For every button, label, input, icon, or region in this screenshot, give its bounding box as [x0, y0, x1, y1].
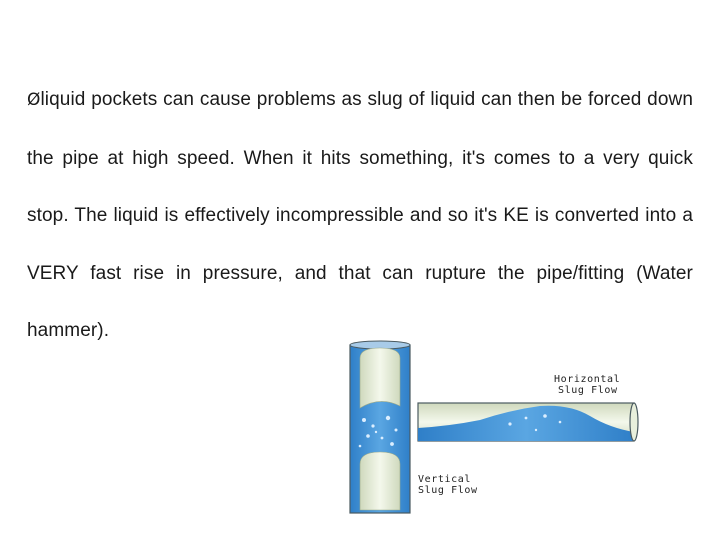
- horizontal-pipe-end: [630, 403, 638, 441]
- gas-bubble-lower: [360, 452, 400, 510]
- vertical-pipe: [350, 341, 410, 513]
- slug-flow-illustration: [340, 340, 650, 530]
- horizontal-slug-flow-label: Horizontal Slug Flow: [554, 374, 621, 396]
- vertical-slug-flow-label: Vertical Slug Flow: [418, 474, 478, 496]
- bullet-paragraph: [27, 71, 693, 360]
- gas-bubble-upper: [360, 348, 400, 408]
- horizontal-pipe: [418, 403, 638, 441]
- bullet-text: liquid pockets can cause problems as slug of liquid can then be forced down the pipe at high speed. When it hits something, it's comes to a very quick stop. The liquid is effectively incompressible and so it's KE is converted into a VERY fast rise in pressure, and that can rupture the pipe/fitting (Water hammer).: [27, 89, 693, 341]
- slug-flow-figure: [340, 340, 650, 530]
- bullet-arrow-icon: Ø: [27, 90, 41, 110]
